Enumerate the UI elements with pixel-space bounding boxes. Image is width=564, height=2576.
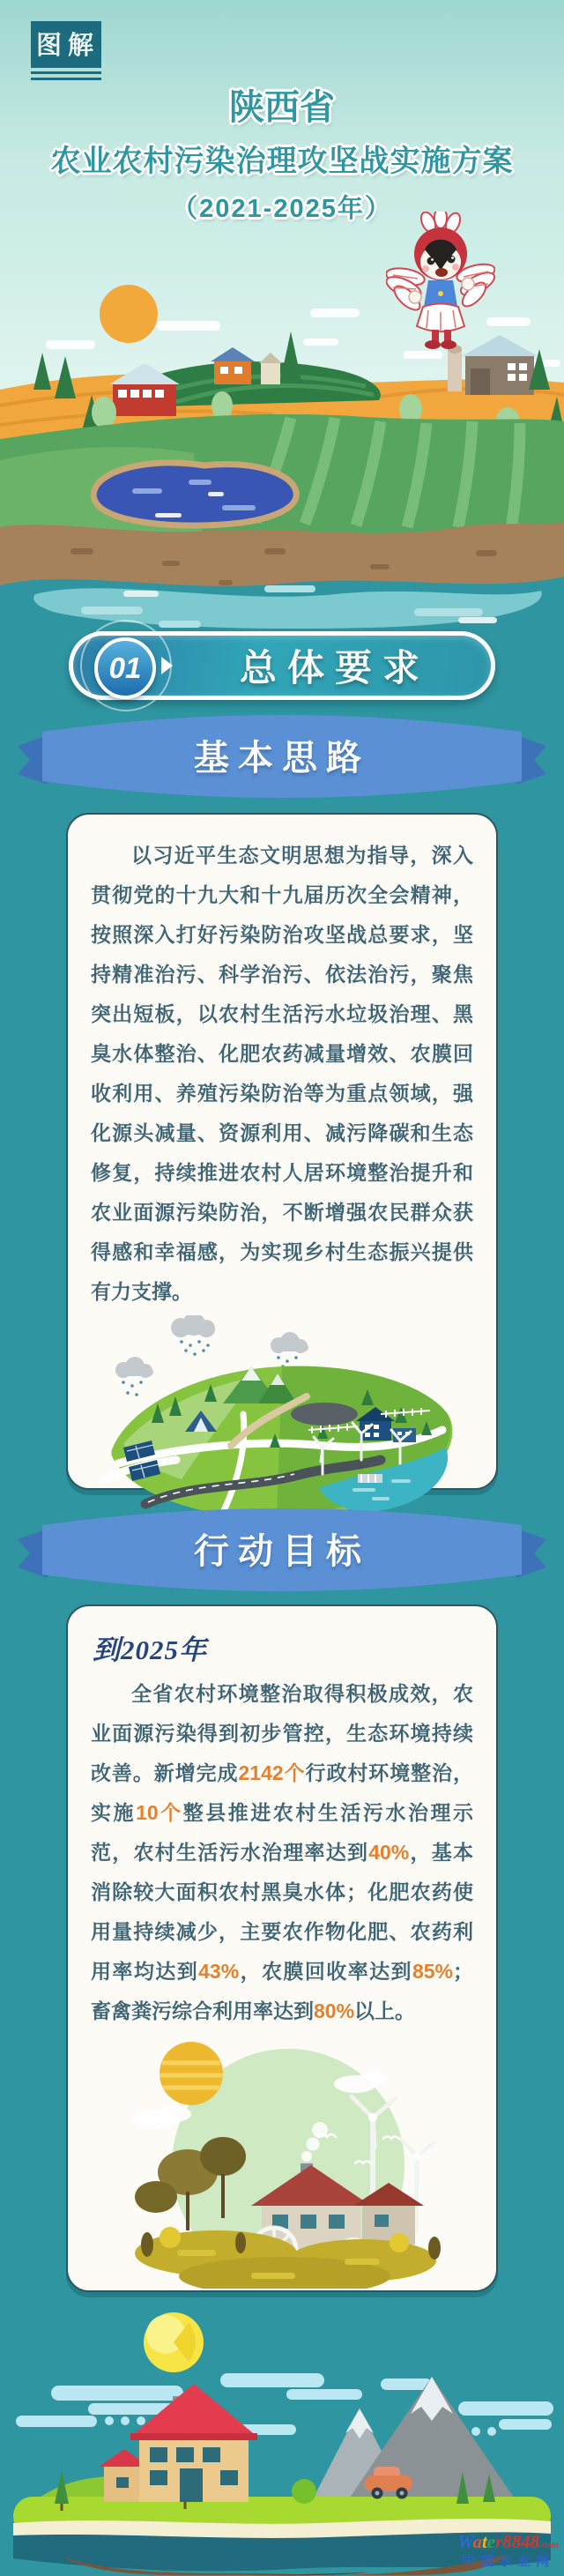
watermark bbox=[457, 2532, 559, 2569]
action-goals-card bbox=[66, 1604, 498, 2292]
chevron-right-icon bbox=[161, 657, 173, 674]
basic-approach-paragraph: 以习近平生态文明思想为指导，深入贯彻党的十九大和十九届历次全会精神，按照深入打好污染防治攻坚战总要求，坚持精准治污、科学治污、依法治污，聚焦突出短板，以农村生活污水垃圾治理、黑臭水体整治、化肥农药减量增效、农膜回收利用、养殖污染防治等为重点领域，强化源头减量、资源利用、减污降碳和生态修复，持续推进农村人居环境整治提升和农业面源污染防治，不断增强农民群众获得感和幸福感，为实现乡村生态振兴提供有力支撑。 bbox=[91, 844, 473, 1303]
section-01-header bbox=[69, 631, 495, 700]
badge-divider-line bbox=[31, 71, 101, 74]
green-farm-illustration bbox=[93, 2033, 471, 2289]
crested-ibis-mascot bbox=[386, 212, 495, 358]
watermark-domain: .com bbox=[539, 2540, 559, 2551]
eco-leaf-village-illustration bbox=[97, 1315, 467, 1527]
footer-house bbox=[99, 2384, 257, 2502]
sun-icon bbox=[100, 285, 158, 343]
ribbon-label: 行动目标 bbox=[194, 1531, 370, 1571]
watermark-site-name: 中国水业网 bbox=[462, 2553, 555, 2569]
action-goals-paragraph: 全省农村环境整治取得积极成效，农业面源污染得到初步管控，生态环境持续改善。新增完成2142个行政村环境整治，实施10个整县推进农村生活污水治理示范，农村生活污水治理率达到40%，基本消除较大面积农村黑臭水体；化肥农药使用量持续减少，主要农作物化肥、农药利用率均达到43%，农膜回收率达到85%；畜禽粪污综合利用率达到80%以上。 bbox=[91, 1682, 474, 2022]
goal-year-heading: 到2025年 bbox=[93, 1634, 207, 1665]
ribbon-action-goals bbox=[18, 1504, 546, 1599]
tujie-badge-text: 图解 bbox=[31, 21, 101, 68]
title-province: 陕西省 bbox=[229, 88, 335, 127]
striped-sun-icon bbox=[160, 2042, 223, 2105]
title-years: （2021-2025年） bbox=[172, 195, 392, 223]
ribbon-label: 基本思路 bbox=[194, 738, 370, 778]
basic-approach-card bbox=[66, 813, 498, 1490]
poster-title bbox=[0, 79, 564, 225]
ribbon-basic-approach bbox=[18, 711, 546, 806]
section-number-badge: 01 bbox=[94, 637, 156, 699]
pond bbox=[93, 463, 296, 525]
title-main: 农业农村污染治理攻坚战实施方案 bbox=[50, 145, 514, 178]
section-title: 总体要求 bbox=[239, 647, 430, 689]
clouds bbox=[16, 2373, 553, 2436]
tujie-badge bbox=[31, 21, 101, 80]
moon-sun-icon bbox=[144, 2312, 204, 2372]
watermark-brand: Water8848.com bbox=[457, 2531, 559, 2553]
